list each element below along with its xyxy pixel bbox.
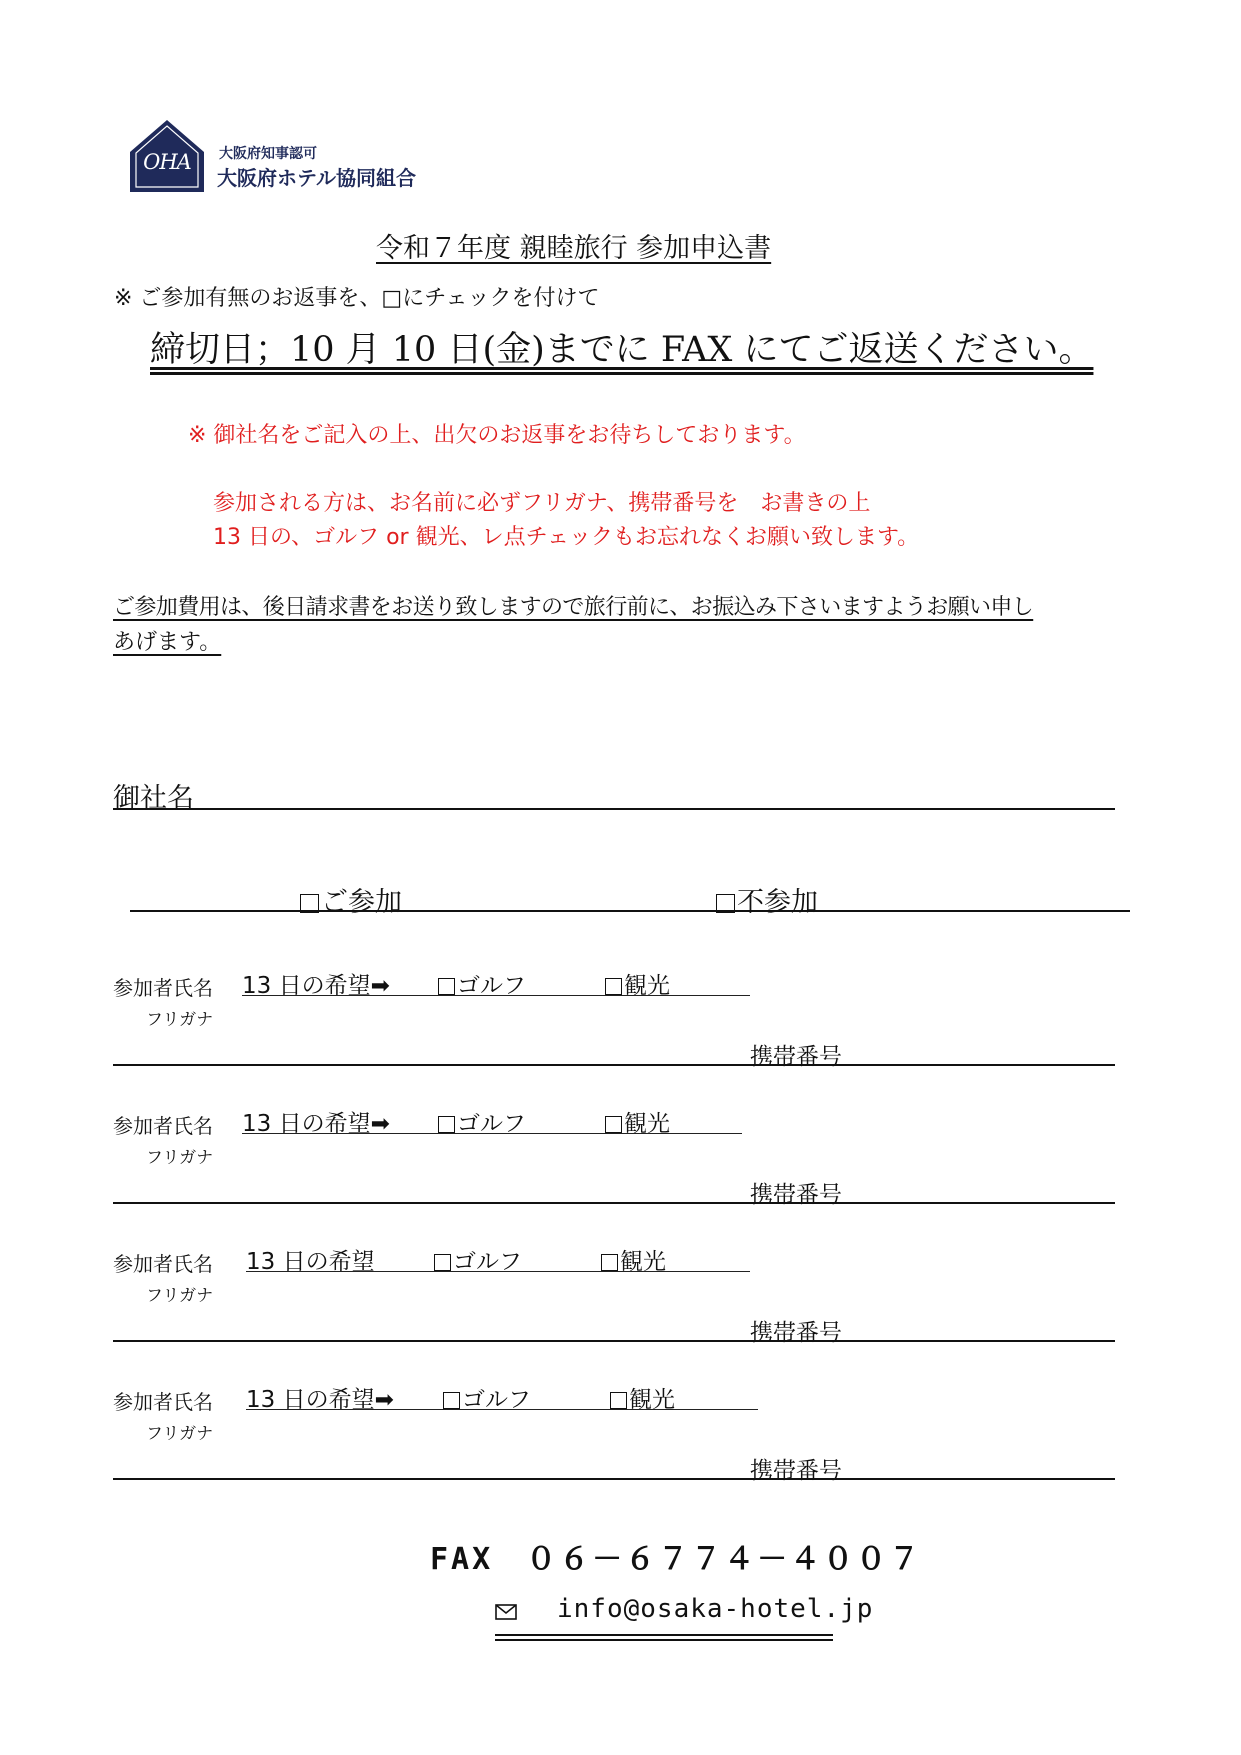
company-note: ※ 御社名をご記入の上、出欠のお返事をお待ちしております。 — [188, 423, 806, 448]
preference-underline — [242, 995, 750, 996]
company-name-label: 御社名 — [113, 783, 194, 814]
sightseeing-checkbox[interactable] — [605, 978, 622, 995]
preference-label: 13 日の希望 — [246, 1249, 375, 1275]
email-link[interactable]: info@osaka-hotel.jp — [557, 1594, 874, 1624]
deadline-text: 締切日；10 月 10 日(金)までに FAX にてご返送ください。 — [150, 330, 1094, 370]
attend-option[interactable] — [300, 880, 402, 919]
furigana-label: フリガナ — [146, 1010, 214, 1030]
absent-option[interactable] — [716, 880, 818, 919]
phone-label: 携帯番号 — [750, 1044, 842, 1070]
golf-checkbox[interactable] — [438, 978, 455, 995]
page-title: 令和７年度 親睦旅行 参加申込書 — [376, 233, 772, 264]
participant-name-field[interactable] — [113, 1478, 1115, 1480]
golf-label: ゴルフ — [453, 1249, 522, 1275]
participant-name-label: 参加者氏名 — [113, 1390, 213, 1414]
participant-name-label: 参加者氏名 — [113, 1114, 213, 1138]
preference-label: 13 日の希望 — [242, 1111, 371, 1137]
participant-name-label: 参加者氏名 — [113, 976, 213, 1000]
sightseeing-label: 観光 — [624, 1111, 670, 1137]
participant-name-field[interactable] — [113, 1340, 1115, 1342]
preference-underline — [246, 1409, 758, 1410]
arrow-icon: ➡ — [370, 1111, 390, 1137]
preference-underline — [242, 1133, 742, 1134]
fax-number: FAX ０６－６７７４－４００７ — [430, 1542, 923, 1577]
golf-checkbox[interactable] — [438, 1116, 455, 1133]
sightseeing-label: 観光 — [620, 1249, 666, 1275]
participant-name-field[interactable] — [113, 1064, 1115, 1066]
check-instruction: ※ ご参加有無のお返事を、□にチェックを付けて — [114, 286, 600, 311]
golf-checkbox[interactable] — [443, 1392, 460, 1409]
participant-name-field[interactable] — [113, 1202, 1115, 1204]
logo-letters: OHA — [143, 150, 191, 174]
fee-note-line2: あげます。 — [113, 630, 222, 655]
sightseeing-checkbox[interactable] — [601, 1254, 618, 1271]
organization-name: 大阪府ホテル協同組合 — [217, 166, 416, 190]
furigana-label: フリガナ — [146, 1286, 214, 1306]
golf-label: ゴルフ — [462, 1387, 531, 1413]
golf-label: ゴルフ — [457, 973, 526, 999]
sightseeing-checkbox[interactable] — [605, 1116, 622, 1133]
preference-label: 13 日の希望 — [246, 1387, 375, 1413]
golf-checkbox[interactable] — [434, 1254, 451, 1271]
phone-label: 携帯番号 — [750, 1458, 842, 1484]
sightseeing-label: 観光 — [629, 1387, 675, 1413]
absent-label: 不参加 — [737, 887, 818, 918]
attend-label: ご参加 — [321, 887, 402, 918]
envelope-icon — [495, 1604, 517, 1624]
arrow-icon: ➡ — [374, 1387, 394, 1413]
preference-label: 13 日の希望 — [242, 973, 371, 999]
sightseeing-checkbox[interactable] — [610, 1392, 627, 1409]
golf-label: ゴルフ — [457, 1111, 526, 1137]
arrow-icon: ➡ — [370, 973, 390, 999]
company-name-field[interactable] — [113, 808, 1115, 810]
email-underline-1 — [495, 1634, 833, 1636]
participant-name-label: 参加者氏名 — [113, 1252, 213, 1276]
email-underline-2 — [495, 1639, 833, 1641]
phone-label: 携帯番号 — [750, 1320, 842, 1346]
preference-underline — [246, 1271, 750, 1272]
preference-note: 13 日の、ゴルフ or 観光、レ点チェックもお忘れなくお願い致します。 — [213, 525, 920, 550]
furigana-label: フリガナ — [146, 1148, 214, 1168]
authorization-text: 大阪府知事認可 — [219, 146, 317, 162]
furigana-label: フリガナ — [146, 1424, 214, 1444]
fee-note-line1: ご参加費用は、後日請求書をお送り致しますので旅行前に、お振込み下さいますようお願い申し — [113, 595, 1034, 620]
logo — [128, 118, 206, 194]
participant-note: 参加される方は、お名前に必ずフリガナ、携帯番号を お書きの上 — [213, 491, 871, 516]
phone-label: 携帯番号 — [750, 1182, 842, 1208]
attendance-line — [130, 910, 1130, 912]
sightseeing-label: 観光 — [624, 973, 670, 999]
